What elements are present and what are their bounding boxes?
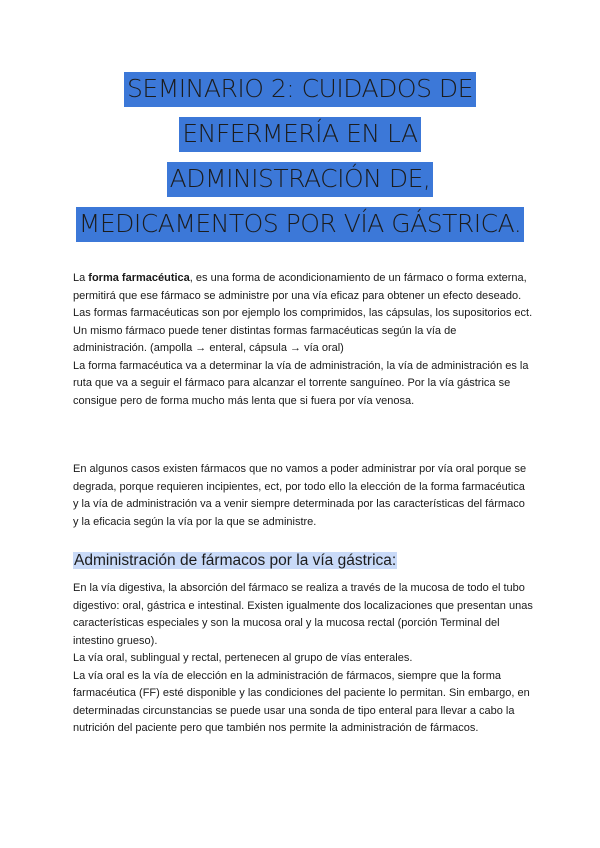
intro-p1-suffix: , es una forma de acondicionamiento de un fármaco o forma externa, permitirá que ese fármaco se administre por una vía eficaz para obtener un efecto deseado.	[73, 272, 527, 302]
section-heading	[73, 550, 397, 571]
intro-paragraph-2: Las formas farmacéuticas son por ejemplo los comprimidos, las cápsulas, los supositorios ect.	[73, 307, 533, 319]
title-line-3: ADMINISTRACIÓN DE,	[167, 162, 434, 197]
intro-p1-prefix: La	[73, 272, 89, 284]
title-line-4: MEDICAMENTOS POR VÍA GÁSTRICA.	[76, 207, 524, 242]
intro-block	[73, 270, 533, 410]
intro-paragraph-3: Un mismo fármaco puede tener distintas formas farmacéuticas según la vía de administración. (ampolla → enteral, cápsula → vía oral)	[73, 324, 457, 354]
intro-paragraph-4: La forma farmacéutica va a determinar la vía de administración, la vía de administración es la ruta que va a seguir el fármaco para alcanzar el torrente sanguíneo. Por la vía gástrica se consigue pero de forma mucho más lenta que si fuera por vía venosa.	[73, 359, 529, 407]
section-paragraph-3: La vía oral es la vía de elección en la administración de fármacos, siempre que la forma farmacéutica (FF) esté disponible y las condiciones del paciente lo permitan. Sin embargo, en determinadas circunstancias se puede usar una sonda de tipo enteral para llevar a cabo la nutrición del paciente pero que también nos permite la administración de fármacos.	[73, 669, 530, 734]
section-paragraph-2: La vía oral, sublingual y rectal, pertenecen al grupo de vías enterales.	[73, 652, 413, 664]
section-paragraph-1: En la vía digestiva, la absorción del fármaco se realiza a través de la mucosa de todo el tubo digestivo: oral, gástrica e intestinal. Existen igualmente dos localizaciones que presentan unas características especiales y son la mucosa oral y la mucosa rectal (porción Terminal del intestino grueso).	[73, 582, 533, 647]
intro-paragraph-1	[73, 270, 533, 305]
section-heading-text: Administración de fármacos por la vía gástrica:	[74, 552, 397, 569]
paragraph-2: En algunos casos existen fármacos que no vamos a poder administrar por vía oral porque se degrada, porque requieren incipientes, ect, por todo ello la elección de la forma farmacéutica y la vía de administración va a venir siempre determinada por las características del fármaco y la eficacia según la vía por la que se administre.	[73, 463, 527, 528]
paragraph-block-2	[73, 461, 533, 531]
title-line-2: ENFERMERÍA EN LA	[179, 117, 420, 152]
title-line-1: SEMINARIO 2: CUIDADOS DE	[124, 72, 476, 107]
document-title	[40, 72, 560, 252]
intro-p1-bold-term: forma farmacéutica	[88, 272, 190, 284]
section-body	[73, 580, 533, 738]
